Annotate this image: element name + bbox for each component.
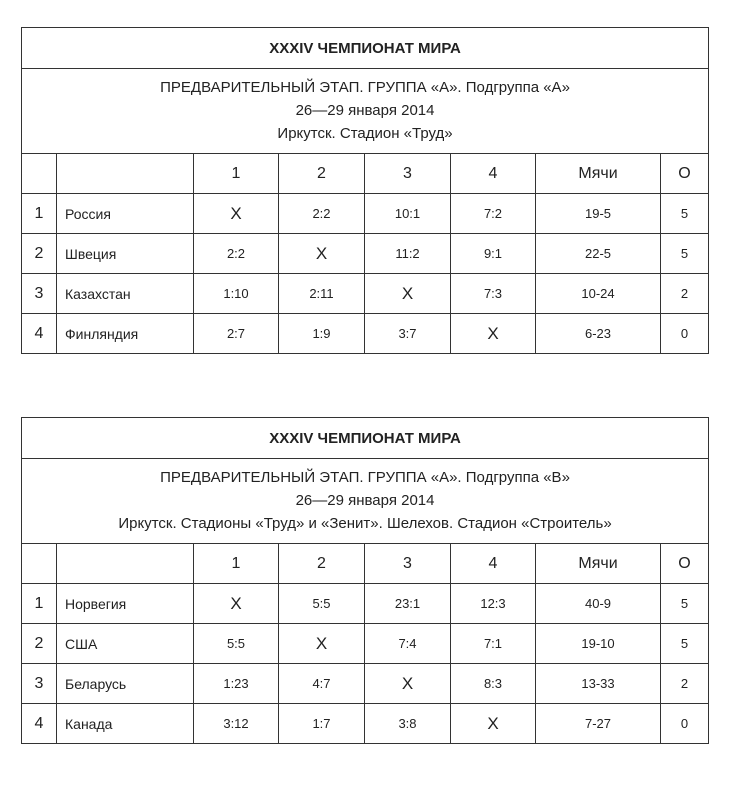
header-cell: 4	[451, 154, 536, 194]
standings-table-subgroup-a	[21, 27, 709, 354]
table-row	[22, 584, 709, 624]
table-row	[22, 664, 709, 704]
result-cell: 11:2	[365, 234, 451, 274]
header-cell: 2	[279, 544, 365, 584]
header-cell: 4	[451, 544, 536, 584]
result-cell: 12:3	[451, 584, 536, 624]
header-cell: Мячи	[536, 544, 661, 584]
result-cell: Х	[451, 314, 536, 354]
team-name: Беларусь	[57, 664, 194, 704]
goals-cell: 22-5	[536, 234, 661, 274]
position: 2	[22, 234, 57, 274]
header-cell	[57, 544, 194, 584]
position: 4	[22, 314, 57, 354]
result-cell: 7:1	[451, 624, 536, 664]
result-cell: 1:23	[194, 664, 279, 704]
header-cell: 1	[194, 544, 279, 584]
points-cell: 0	[661, 314, 709, 354]
result-cell: 5:5	[279, 584, 365, 624]
result-cell: Х	[279, 234, 365, 274]
stage-info	[22, 459, 709, 544]
goals-cell: 7-27	[536, 704, 661, 744]
result-cell: 2:2	[279, 194, 365, 234]
result-cell: 23:1	[365, 584, 451, 624]
points-cell: 2	[661, 274, 709, 314]
table-row	[22, 194, 709, 234]
result-cell: 2:11	[279, 274, 365, 314]
points-cell: 5	[661, 234, 709, 274]
result-cell: 2:7	[194, 314, 279, 354]
result-cell: Х	[365, 274, 451, 314]
position: 3	[22, 274, 57, 314]
header-row	[22, 154, 709, 194]
stage-line: ПРЕДВАРИТЕЛЬНЫЙ ЭТАП. ГРУППА «А». Подгруппа «В»	[160, 469, 570, 486]
result-cell: Х	[279, 624, 365, 664]
result-cell: Х	[451, 704, 536, 744]
championship-title: XXXIV ЧЕМПИОНАТ МИРА	[22, 28, 709, 69]
header-cell	[22, 154, 57, 194]
team-name: Норвегия	[57, 584, 194, 624]
table-row	[22, 624, 709, 664]
team-name: Россия	[57, 194, 194, 234]
header-cell: 3	[365, 544, 451, 584]
header-row	[22, 544, 709, 584]
goals-cell: 19-5	[536, 194, 661, 234]
points-cell: 5	[661, 624, 709, 664]
header-cell: 2	[279, 154, 365, 194]
dates-line: 26—29 января 2014	[295, 102, 435, 119]
venue-line: Иркутск. Стадион «Труд»	[277, 125, 453, 142]
points-cell: 0	[661, 704, 709, 744]
goals-cell: 6-23	[536, 314, 661, 354]
result-cell: 10:1	[365, 194, 451, 234]
position: 1	[22, 584, 57, 624]
result-cell: 1:9	[279, 314, 365, 354]
result-cell: 2:2	[194, 234, 279, 274]
stage-info	[22, 69, 709, 154]
result-cell: 3:8	[365, 704, 451, 744]
result-cell: 7:2	[451, 194, 536, 234]
goals-cell: 10-24	[536, 274, 661, 314]
result-cell: 1:7	[279, 704, 365, 744]
header-cell: 3	[365, 154, 451, 194]
team-name: Канада	[57, 704, 194, 744]
championship-title: XXXIV ЧЕМПИОНАТ МИРА	[22, 418, 709, 459]
points-cell: 2	[661, 664, 709, 704]
goals-cell: 13-33	[536, 664, 661, 704]
header-cell: 1	[194, 154, 279, 194]
position: 3	[22, 664, 57, 704]
team-name: Швеция	[57, 234, 194, 274]
goals-cell: 40-9	[536, 584, 661, 624]
venue-line: Иркутск. Стадионы «Труд» и «Зенит». Шелехов. Стадион «Строитель»	[118, 515, 612, 532]
header-cell: О	[661, 154, 709, 194]
standings-table-subgroup-b	[21, 417, 709, 744]
result-cell: Х	[194, 194, 279, 234]
result-cell: 1:10	[194, 274, 279, 314]
result-cell: 9:1	[451, 234, 536, 274]
position: 1	[22, 194, 57, 234]
table-row	[22, 704, 709, 744]
table-row	[22, 274, 709, 314]
header-cell	[57, 154, 194, 194]
table-row	[22, 234, 709, 274]
header-cell: О	[661, 544, 709, 584]
result-cell: 5:5	[194, 624, 279, 664]
goals-cell: 19-10	[536, 624, 661, 664]
result-cell: 3:7	[365, 314, 451, 354]
result-cell: 4:7	[279, 664, 365, 704]
dates-line: 26—29 января 2014	[295, 492, 435, 509]
result-cell: 7:4	[365, 624, 451, 664]
result-cell: Х	[194, 584, 279, 624]
result-cell: 3:12	[194, 704, 279, 744]
stage-line: ПРЕДВАРИТЕЛЬНЫЙ ЭТАП. ГРУППА «А». Подгруппа «А»	[160, 79, 570, 96]
team-name: Казахстан	[57, 274, 194, 314]
table-row	[22, 314, 709, 354]
team-name: США	[57, 624, 194, 664]
points-cell: 5	[661, 584, 709, 624]
result-cell: 8:3	[451, 664, 536, 704]
position: 2	[22, 624, 57, 664]
points-cell: 5	[661, 194, 709, 234]
result-cell: Х	[365, 664, 451, 704]
result-cell: 7:3	[451, 274, 536, 314]
position: 4	[22, 704, 57, 744]
header-cell	[22, 544, 57, 584]
team-name: Финляндия	[57, 314, 194, 354]
header-cell: Мячи	[536, 154, 661, 194]
